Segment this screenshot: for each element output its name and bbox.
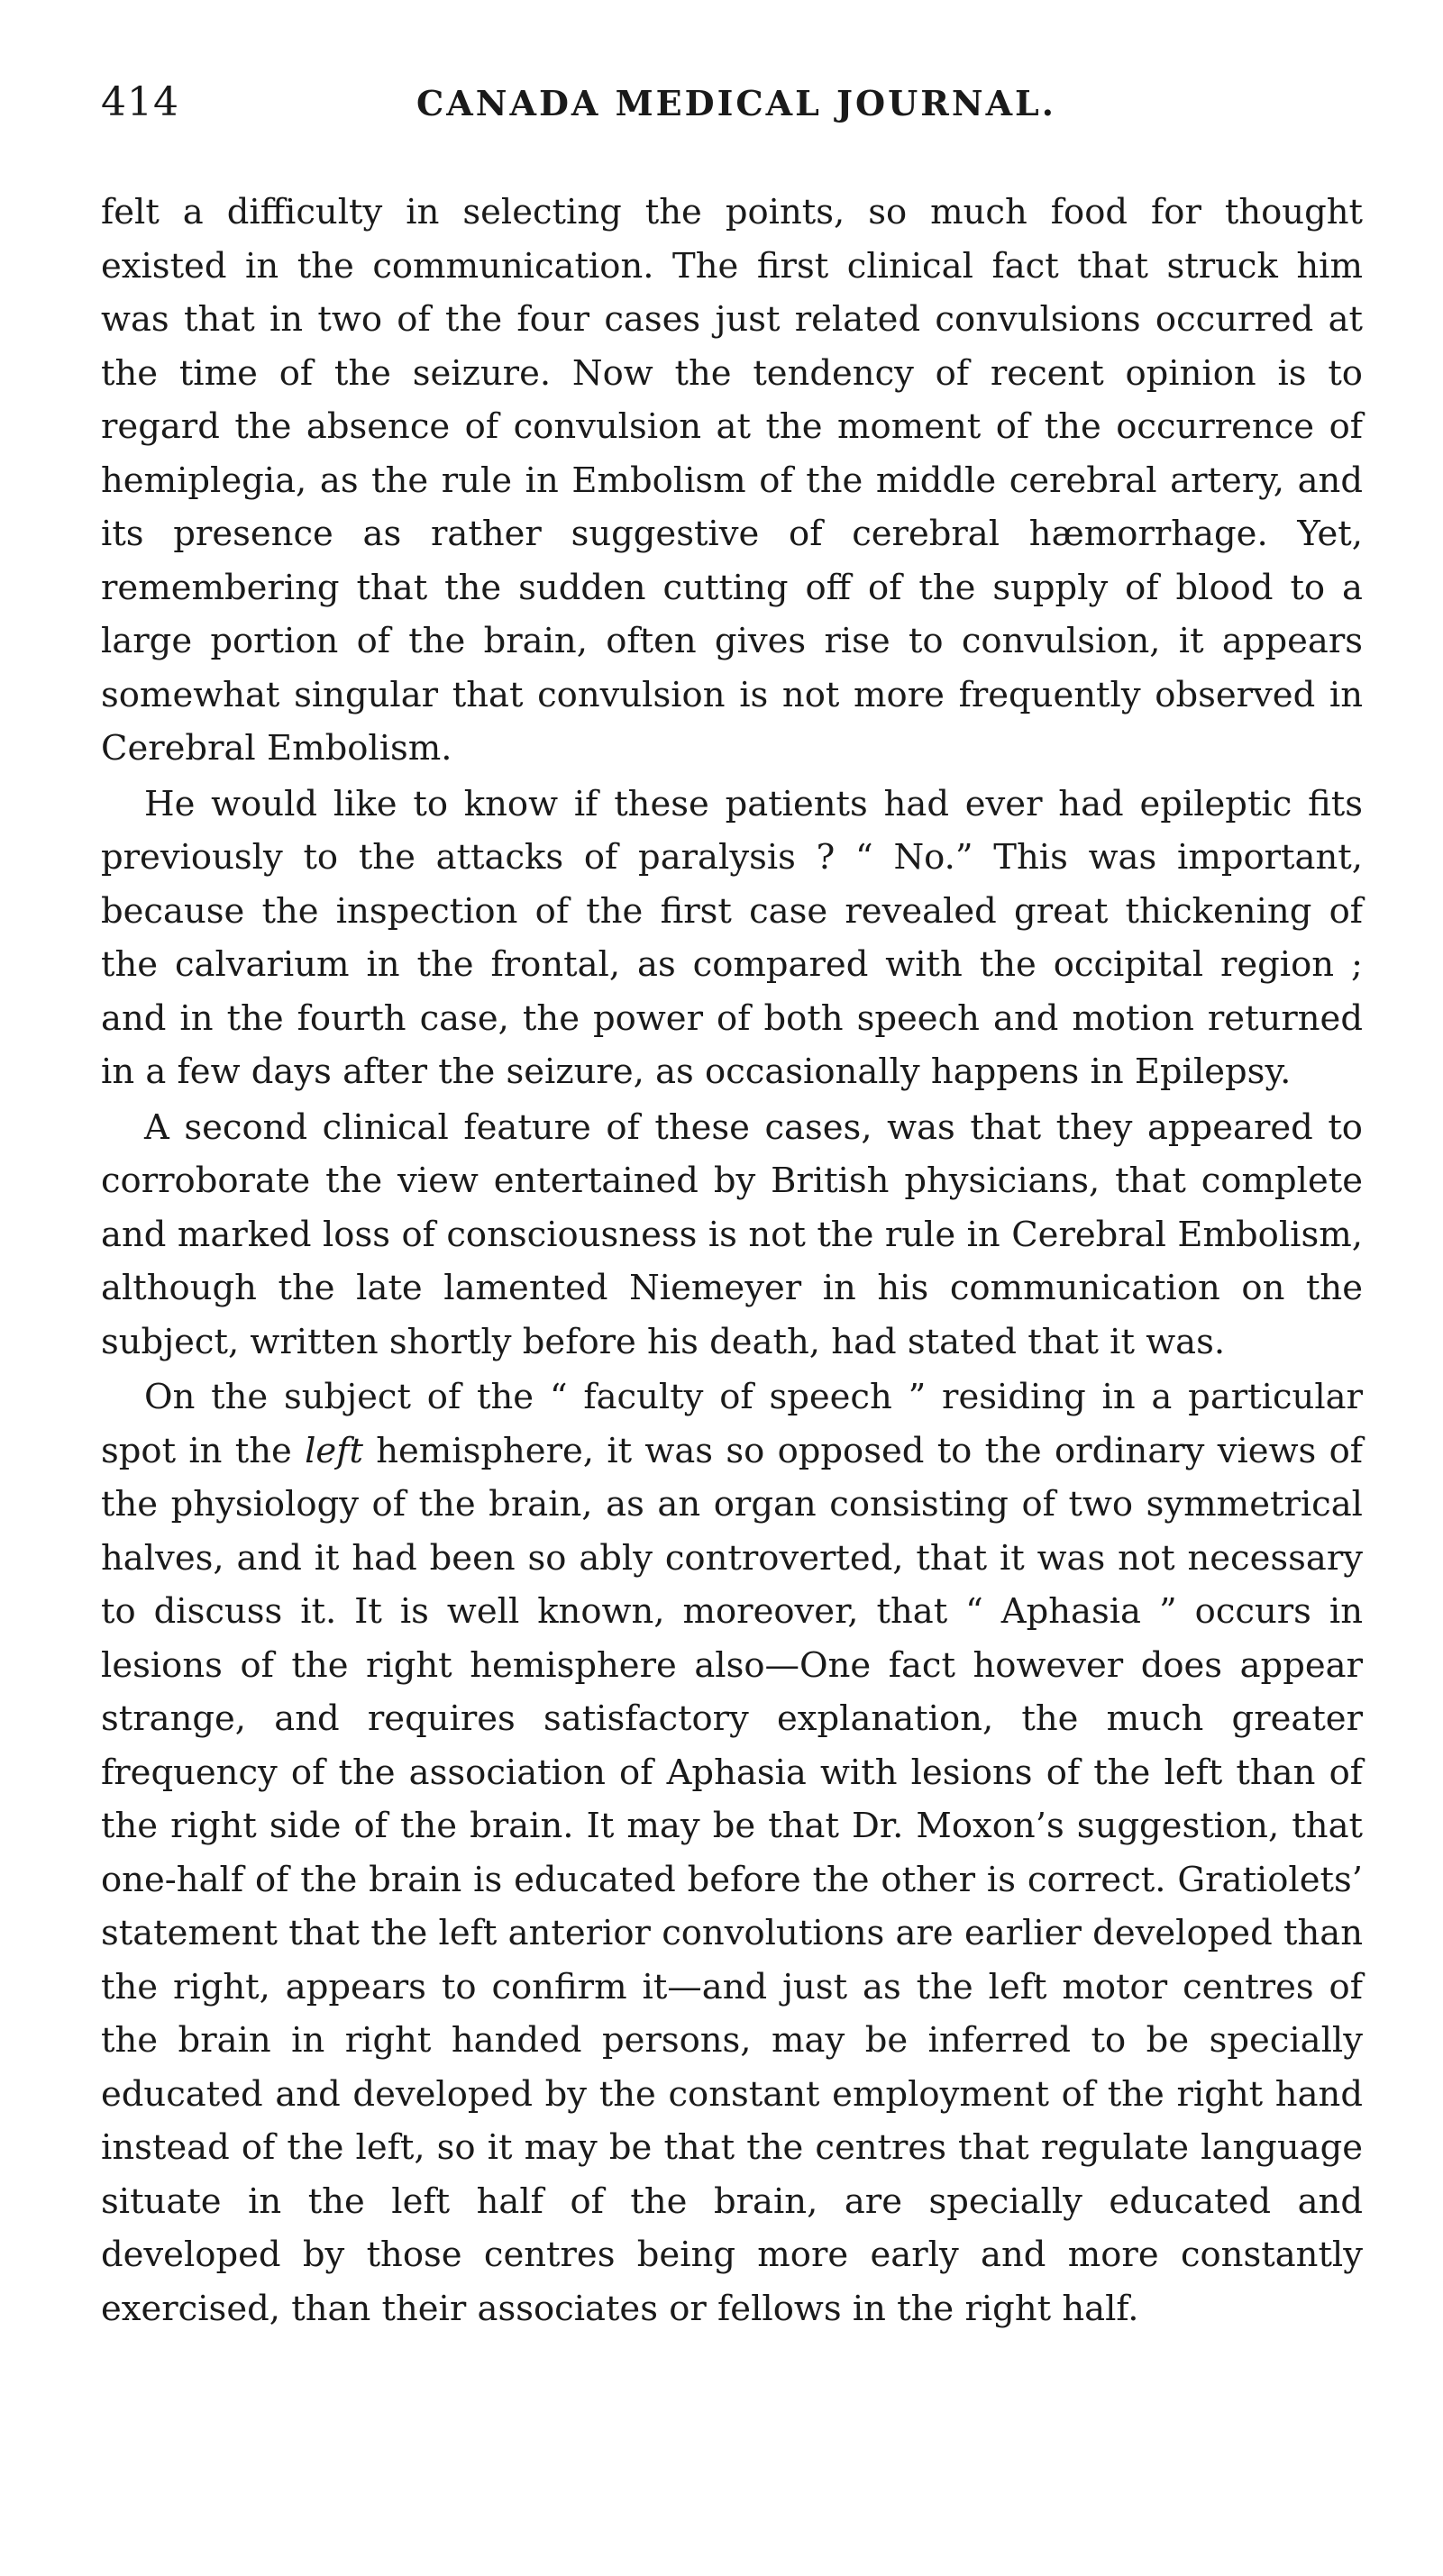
paragraph-text-end: hemisphere, it was so opposed to the ordinary views of the physiology of the brain, as an organ consisting of two symmetrical halves, and it had been so ably controverted, that it was not necessary to discuss it. It is well known, moreover, that “ Aphasia ” occurs in lesions of the right hemisphere also—One fact however does appear strange, and requires satisfactory explanation, the much greater frequency of the association of Aphasia with lesions of the left than of the right side of the brain. It may be that Dr. Moxon’s suggestion, that one-half of the brain is educated before the other is correct. Gratiolets’ statement that the left anterior convolutions are earlier developed than the right, appears to confirm it—and just as the left motor centres of the brain in right handed persons, may be inferred to be specially educated and developed by the constant employment of the right hand instead of the left, so it may be that the centres that regulate language situate in the left half of the brain, are specially educated and developed by those centres being more early and more constantly exercised, than their associates or fellows in the right half.	[101, 1430, 1363, 2329]
paragraph-consciousness: A second clinical feature of these cases, was that they appeared to corroborate the view entertained by British physicians, that complete and marked loss of consciousness is not the rule in Cerebral Embolism, although the late lamented Niemeyer in his communication on the subject, written shortly before his death, had stated that it was.	[101, 1106, 1363, 1362]
running-head	[101, 79, 1363, 142]
paragraph-continued: felt a difficulty in selecting the points, so much food for thought existed in the communication. The first clinical fact that struck him was that in two of the four cases just related convulsions occurred at the time of the seizure. Now the tendency of recent opinion is to regard the absence of convulsion at the moment of the occurrence of hemiplegia, as the rule in Embolism of the middle cerebral artery, and its presence as rather suggestive of cerebral hæmorrhage. Yet, remembering that the sudden cutting off of the supply of blood to a large portion of the brain, often gives rise to convulsion, it appears somewhat singular that convulsion is not more frequently observed in Cerebral Embolism.	[101, 192, 1363, 769]
italic-word-left: left	[305, 1430, 363, 1471]
journal-page	[101, 79, 1363, 2335]
journal-title: CANADA MEDICAL JOURNAL.	[416, 83, 1057, 123]
paragraph-text-start: On the subject of the “ faculty of speech ” residing in a particular spot in the	[101, 1377, 1363, 1471]
paragraph-faculty-of-speech	[101, 1370, 1363, 2335]
article-body	[101, 186, 1363, 2335]
page-number: 414	[101, 79, 179, 125]
paragraph-epileptic-fits: He would like to know if these patients had ever had epileptic fits previously to the attacks of paralysis ? “ No.” This was important, because the inspection of the first case revealed great thickening of the calvarium in the frontal, as compared with the occipital region ; and in the fourth case, the power of both speech and motion returned in a few days after the seizure, as occasionally happens in Epilepsy.	[101, 783, 1363, 1092]
